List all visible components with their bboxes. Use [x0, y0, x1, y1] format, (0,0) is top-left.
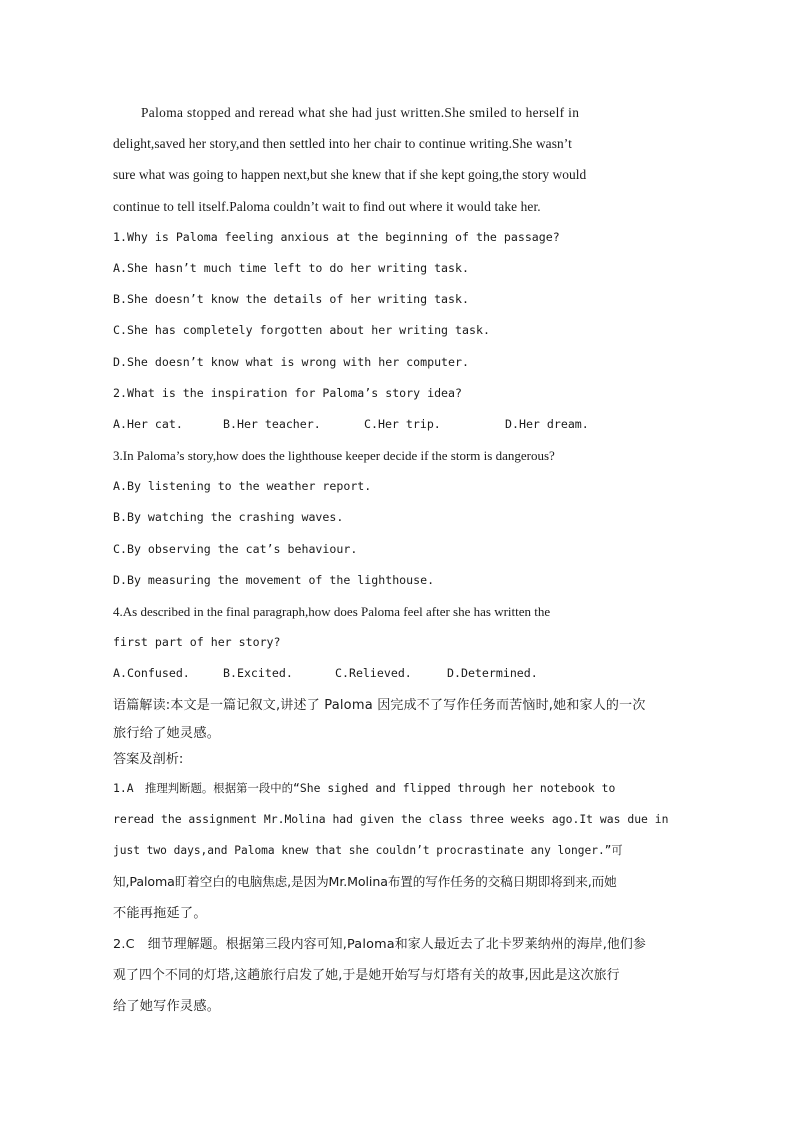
question-2-option-c: C.Her trip. — [364, 416, 441, 431]
question-1-option-c: C.She has completely forgotten about her writing task. — [113, 323, 490, 338]
question-1-option-b: B.She doesn’t know the details of her writing task. — [113, 292, 469, 307]
question-4-option-a: A.Confused. — [113, 666, 190, 681]
question-2-option-a: A.Her cat. — [113, 416, 183, 431]
answer-2-line-2: 观了四个不同的灯塔,这趟旅行启发了她,于是她开始写与灯塔有关的故事,因此是这次旅行 — [113, 967, 620, 983]
question-2-stem: 2.What is the inspiration for Paloma’s story idea? — [113, 385, 463, 400]
question-3-option-a: A.By listening to the weather report. — [113, 479, 372, 494]
question-2-option-d: D.Her dream. — [505, 416, 589, 431]
answer-2-line-1: 2.C 细节理解题。根据第三段内容可知,Paloma和家人最近去了北卡罗莱纳州的海岸,他们参 — [113, 936, 647, 952]
question-3-stem: 3.In Paloma’s story,how does the lighthouse keeper decide if the storm is dangerous? — [113, 448, 555, 464]
question-4-stem-line-2: first part of her story? — [113, 635, 281, 650]
paragraph-line-2: delight,saved her story,and then settled into her chair to continue writing.She wasn’t — [113, 136, 572, 152]
question-3-option-b: B.By watching the crashing waves. — [113, 510, 344, 525]
answers-heading: 答案及剖析: — [113, 751, 184, 767]
question-4-options — [113, 658, 681, 689]
question-1-option-d: D.She doesn’t know what is wrong with her computer. — [113, 354, 469, 369]
question-3-option-d: D.By measuring the movement of the lighthouse. — [113, 572, 435, 587]
paragraph-line-3: sure what was going to happen next,but she knew that if she kept going,the story would — [113, 167, 587, 183]
question-4-stem-line-1: 4.As described in the final paragraph,how does Paloma feel after she has written the — [113, 604, 551, 619]
question-4-option-b: B.Excited. — [223, 666, 293, 681]
answer-1-line-2: reread the assignment Mr.Molina had given the class three weeks ago.It was due in — [113, 811, 669, 826]
document-page — [113, 97, 681, 1022]
answer-1-line-1: 1.A 推理判断题。根据第一段中的“She sighed and flipped through her notebook to — [113, 780, 616, 795]
question-4-option-c: C.Relieved. — [335, 666, 412, 681]
question-2-options — [113, 409, 681, 440]
answer-1-line-4: 知,Paloma盯着空白的电脑焦虑,是因为Mr.Molina布置的写作任务的交稿日期即将到来,而她 — [113, 874, 617, 890]
question-4-option-d: D.Determined. — [447, 666, 538, 681]
question-1-stem: 1.Why is Paloma feeling anxious at the beginning of the passage? — [113, 229, 560, 244]
paragraph-line-1: Paloma stopped and reread what she had just written.She smiled to herself in — [141, 105, 580, 120]
question-3-option-c: C.By observing the cat’s behaviour. — [113, 541, 358, 556]
answer-1-line-5: 不能再拖延了。 — [113, 905, 207, 921]
answer-2-line-3: 给了她写作灵感。 — [113, 999, 221, 1015]
question-1-option-a: A.She hasn’t much time left to do her writing task. — [113, 260, 469, 275]
answer-1-line-3: just two days,and Paloma knew that she couldn’t procrastinate any longer.”可 — [113, 844, 623, 858]
analysis-line-1: 语篇解读:本文是一篇记叙文,讲述了 Paloma 因完成不了写作任务而苦恼时,她和家人的一次 — [113, 697, 646, 713]
analysis-line-2: 旅行给了她灵感。 — [113, 725, 221, 741]
paragraph-line-4: continue to tell itself.Paloma couldn’t wait to find out where it would take her. — [113, 198, 541, 214]
question-2-option-b: B.Her teacher. — [223, 416, 321, 431]
